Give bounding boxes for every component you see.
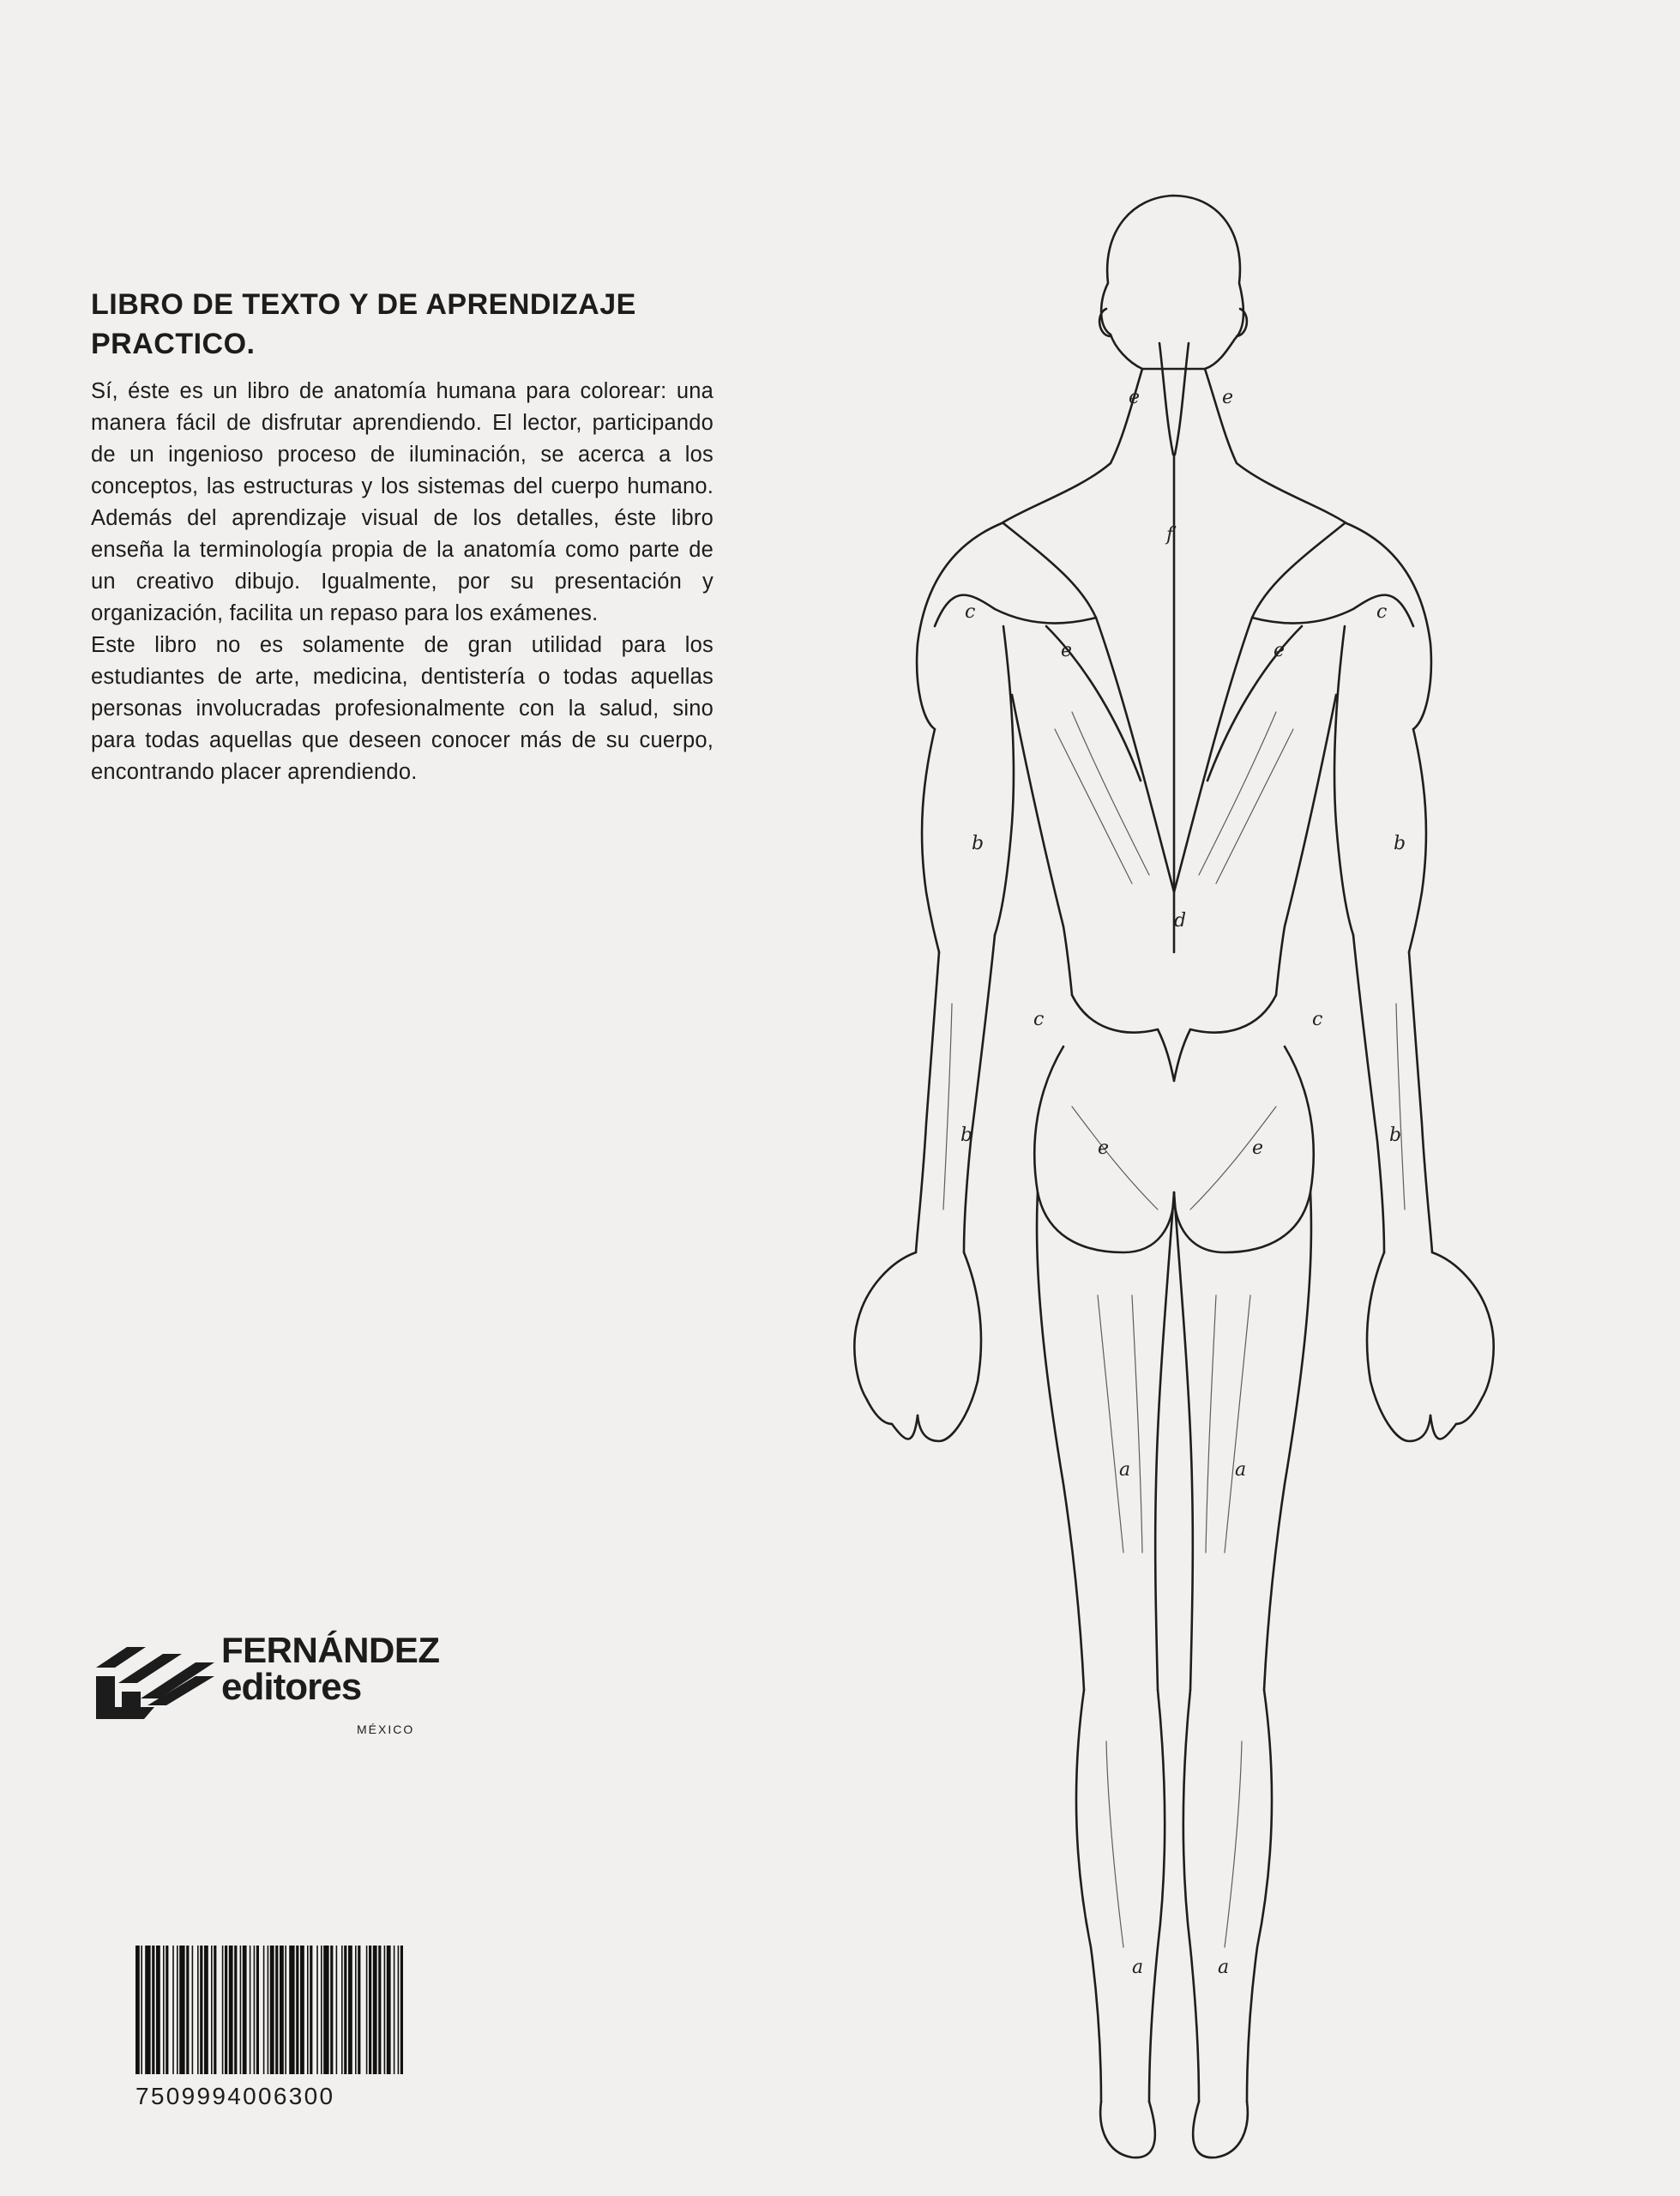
figure-label: e xyxy=(1222,387,1234,408)
figure-label: e xyxy=(1061,640,1073,661)
publisher-subname: editores xyxy=(221,1666,362,1708)
figure-label: c xyxy=(1376,601,1388,623)
blurb-paragraph-1: Sí, éste es un libro de anatomía humana para colorear: una manera fácil de disfrutar aprendiendo. El lector, participando de un ingenioso proceso de iluminación, se acerca a los conceptos, las estructuras y los sistemas del cuerpo humano. Además del aprendizaje visual de los detalles, éste libro enseña la terminología propia de la anatomía como parte de un creativo dibujo. Igualmente, por su presentación y organización, facilita un repaso para los exámenes. xyxy=(91,379,714,625)
figure-label: b xyxy=(1394,833,1406,854)
publisher-name: FERNÁNDEZ xyxy=(221,1630,440,1670)
figure-label: b xyxy=(1389,1125,1402,1146)
figure-label: a xyxy=(1132,1957,1144,1978)
figure-label: b xyxy=(972,833,985,854)
figure-label: c xyxy=(1033,1009,1045,1030)
blurb-heading-line-1: LIBRO DE TEXTO Y DE APRENDIZAJE xyxy=(91,288,636,321)
figure-label: e xyxy=(1252,1137,1264,1159)
barcode-bars xyxy=(135,1946,406,2074)
figure-label: e xyxy=(1098,1137,1110,1159)
figure-label: c xyxy=(965,601,976,623)
figure-label: e xyxy=(1274,640,1286,661)
figure-label: d xyxy=(1174,910,1187,932)
blurb-heading xyxy=(91,285,714,364)
figure-label: a xyxy=(1235,1459,1247,1481)
figure-label: e xyxy=(1129,387,1141,408)
blurb-paragraph-2: Este libro no es solamente de gran utilidad para los estudiantes de arte, medicina, dentistería o todas aquellas personas involucradas profesionalmente con la salud, sino para todas aquellas que deseen conocer más de su cuerpo, encontrando placer aprendiendo. xyxy=(91,633,714,784)
barcode-digits: 7509994006300 xyxy=(135,2083,335,2109)
figure-label: a xyxy=(1218,1957,1230,1978)
figure-label: c xyxy=(1312,1009,1323,1030)
figure-label: a xyxy=(1119,1459,1131,1481)
barcode xyxy=(135,1946,406,2114)
publisher-mark-icon xyxy=(93,1642,221,1722)
figure-label: f xyxy=(1166,524,1174,546)
publisher-city: MÉXICO xyxy=(357,1722,415,1736)
blurb-heading-line-2: PRACTICO. xyxy=(91,328,256,360)
figure-label: b xyxy=(960,1125,973,1146)
publisher-logo xyxy=(93,1630,453,1741)
blurb xyxy=(91,285,714,788)
anatomy-figure xyxy=(755,180,1629,2179)
